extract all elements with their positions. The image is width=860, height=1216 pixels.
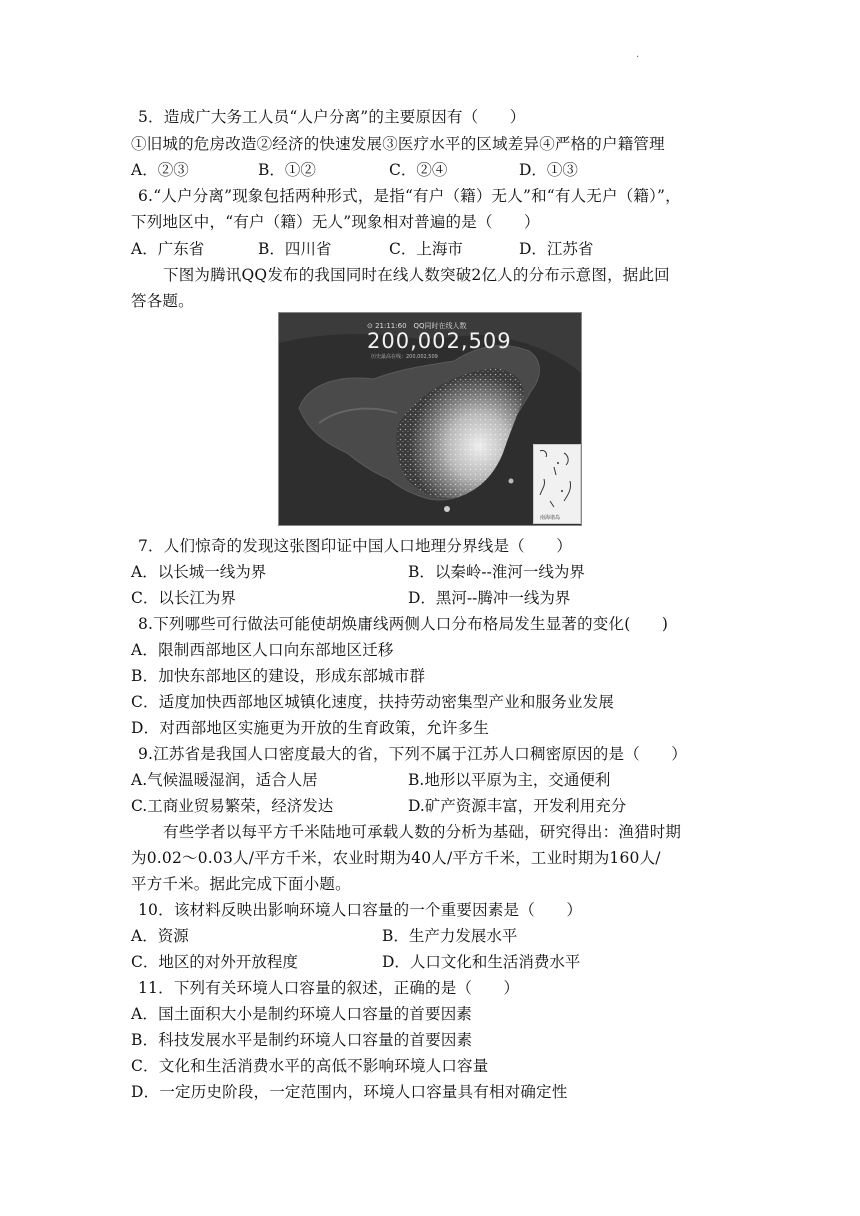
q7-option-d: D．黑河--腾冲一线为界 [408, 589, 571, 607]
q6-stem-line1: 6.“人户分离”现象包括两种形式，是指“有户（籍）无人”和“有人无户（籍）”， [138, 187, 681, 205]
q7-option-c: C．以长江为界 [131, 589, 236, 607]
q6-option-c: C．上海市 [389, 240, 463, 258]
capacity-intro-line1: 有些学者以每平方千米陆地可承载人数的分析为基础，研究得出：渔猎时期 [163, 823, 682, 841]
q10-option-b: B．生产力发展水平 [382, 927, 518, 945]
q6-stem-line2: 下列地区中，“有户（籍）无人”现象相对普遍的是（ ） [131, 213, 540, 231]
q10-option-c: C．地区的对外开放程度 [131, 953, 298, 971]
q9-option-b: B.地形以平原为主，交通便利 [408, 771, 611, 789]
q5-statements: ①旧城的危房改造②经济的快速发展③医疗水平的区域差异④严格的户籍管理 [131, 135, 665, 153]
inset-islands-graphic [534, 445, 580, 515]
corner-mark: · [636, 52, 640, 63]
q8-option-d: D．对西部地区实施更为开放的生育政策，允许多生 [131, 719, 490, 737]
q9-option-c: C.工商业贸易繁荣，经济发达 [131, 797, 334, 815]
online-count: 200,002,509 [367, 329, 512, 353]
q10-option-a: A．资源 [131, 927, 189, 945]
q8-stem: 8.下列哪些可行做法可能使胡焕庸线两侧人口分布格局发生显著的变化( ) [138, 615, 669, 633]
q6-option-b: B．四川省 [258, 240, 332, 258]
q7-option-b: B．以秦岭--淮河一线为界 [408, 563, 585, 581]
q6-option-a: A．广东省 [131, 240, 205, 258]
q9-option-a: A.气候温暖湿润，适合人居 [131, 771, 318, 789]
inset-label: 南海诸岛 [540, 515, 561, 521]
q11-option-c: C．文化和生活消费水平的高低不影响环境人口容量 [131, 1057, 489, 1075]
q5-option-b: B．①② [258, 161, 316, 179]
q6-option-d: D．江苏省 [519, 240, 594, 258]
q5-option-c: C．②④ [389, 161, 448, 179]
south-china-sea-inset [533, 444, 581, 524]
q5-option-d: D．①③ [519, 161, 578, 179]
map-sub-text: 历史最高在线：200,002,509 [371, 354, 438, 360]
qq-online-map-figure [278, 312, 582, 526]
q5-option-a: A．②③ [131, 161, 189, 179]
q11-option-d: D．一定历史阶段，一定范围内，环境人口容量具有相对确定性 [131, 1083, 568, 1101]
q11-option-a: A．国土面积大小是制约环境人口容量的首要因素 [131, 1005, 473, 1023]
q9-stem: 9.江苏省是我国人口密度最大的省，下列不属于江苏人口稠密原因的是（ ） [138, 745, 687, 763]
map-intro-line2: 答各题。 [131, 292, 194, 310]
q9-option-d: D.矿产资源丰富，开发利用充分 [408, 797, 627, 815]
q8-option-c: C．适度加快西部地区城镇化速度，扶持劳动密集型产业和服务业发展 [131, 693, 615, 711]
q11-stem: 11．下列有关环境人口容量的叙述，正确的是（ ） [138, 979, 520, 997]
map-intro-line1: 下图为腾讯QQ发布的我国同时在线人数突破2亿人的分布示意图，据此回 [163, 266, 670, 284]
q8-option-a: A．限制西部地区人口向东部地区迁移 [131, 641, 394, 659]
q7-option-a: A．以长城一线为界 [131, 563, 267, 581]
map-header-text: ⊙ 21:11:60 QQ同时在线人数 [367, 322, 467, 330]
capacity-intro-line2: 为0.02～0.03人/平方千米，农业时期为40人/平方千米，工业时期为160人/ [131, 849, 661, 867]
q5-stem: 5．造成广大务工人员“人户分离”的主要原因有（ ） [138, 108, 526, 126]
q7-stem: 7．人们惊奇的发现这张图印证中国人口地理分界线是（ ） [138, 537, 572, 555]
q11-option-b: B．科技发展水平是制约环境人口容量的首要因素 [131, 1031, 473, 1049]
q8-option-b: B．加快东部地区的建设，形成东部城市群 [131, 667, 426, 685]
q10-stem: 10．该材料反映出影响环境人口容量的一个重要因素是（ ） [138, 901, 583, 919]
q10-option-d: D．人口文化和生活消费水平 [382, 953, 581, 971]
capacity-intro-line3: 平方千米。据此完成下面小题。 [131, 875, 351, 893]
